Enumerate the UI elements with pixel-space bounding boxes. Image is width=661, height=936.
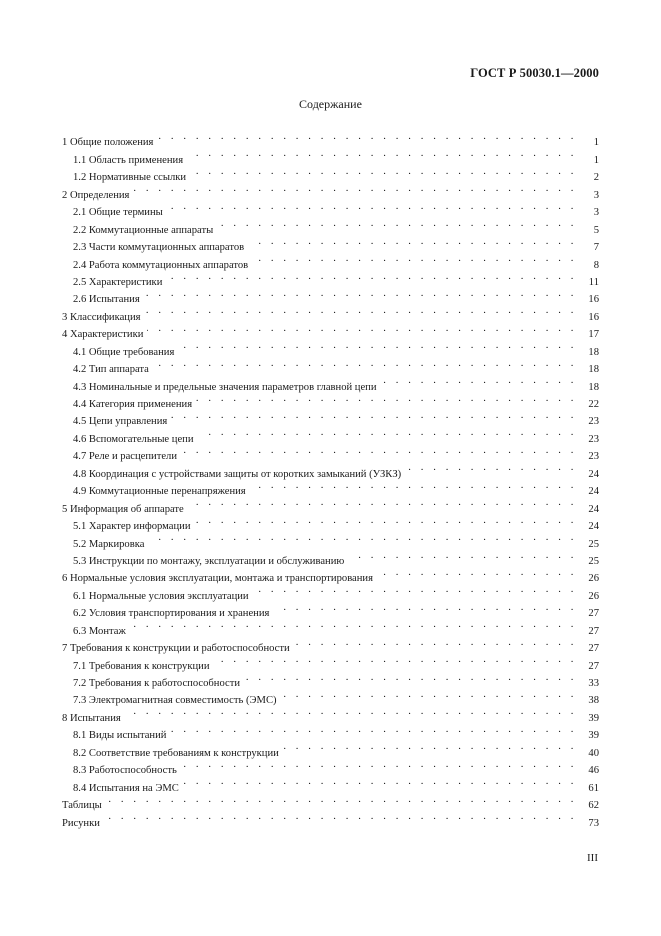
toc-entry-label: 6.2 Условия транспортирования и хранения	[73, 608, 270, 620]
toc-leader-dots	[250, 477, 577, 494]
toc-entry-label: 8.1 Виды испытаний	[73, 730, 167, 742]
toc-leader-dots	[148, 529, 577, 546]
toc-leader-dots	[196, 390, 577, 407]
toc-entry-label: 5.2 Маркировка	[73, 538, 145, 550]
toc-leader-dots	[252, 250, 577, 267]
toc-leader-dots	[130, 616, 577, 633]
toc-leader-dots	[125, 703, 577, 720]
page-number: III	[587, 852, 598, 864]
table-of-contents	[62, 128, 599, 829]
toc-entry-page: 23	[588, 451, 599, 463]
toc-leader-dots	[244, 669, 577, 686]
toc-entry-label: 4.9 Коммутационные перенапряжения	[73, 486, 246, 498]
toc-entry-page: 62	[588, 800, 599, 812]
toc-leader-dots	[377, 564, 577, 581]
toc-entry-page: 23	[588, 416, 599, 428]
toc-entry-label: 7 Требования к конструкции и работоспособности	[62, 643, 290, 655]
toc-entry-label: 5.1 Характер информации	[73, 521, 191, 533]
toc-leader-dots	[253, 581, 577, 598]
toc-entry-page: 73	[588, 817, 599, 829]
toc-entry-page: 25	[588, 555, 599, 567]
toc-entry-page: 8	[593, 259, 599, 271]
toc-entry-label: 4.4 Категория применения	[73, 399, 193, 410]
toc-entry-label: 7.1 Требования к конструкции	[73, 660, 210, 672]
toc-entry-page: 2	[593, 172, 599, 184]
toc-entry	[62, 721, 599, 742]
toc-entry-page: 25	[588, 538, 599, 550]
toc-entry-page: 40	[588, 747, 599, 759]
toc-entry-label: 4.3 Номинальные и предельные значения параметров главной цепи	[73, 381, 377, 393]
toc-leader-dots	[147, 320, 577, 337]
toc-entry	[62, 128, 599, 149]
toc-entry	[62, 634, 599, 655]
toc-leader-dots	[273, 599, 577, 616]
toc-entry-label: 5.3 Инструкции по монтажу, эксплуатации и обслуживанию	[73, 555, 345, 567]
toc-leader-dots	[281, 686, 577, 703]
toc-entry-page: 27	[588, 608, 599, 620]
toc-entry	[62, 791, 599, 812]
toc-title: Содержание	[299, 97, 362, 111]
toc-leader-dots	[217, 215, 577, 232]
toc-entry	[62, 198, 599, 219]
document-header: ГОСТ Р 50030.1—2000	[470, 66, 599, 80]
toc-leader-dots	[283, 738, 577, 755]
toc-entry-label: 4.1 Общие требования	[73, 346, 175, 358]
toc-leader-dots	[348, 547, 577, 564]
toc-entry-label: 6.3 Монтаж	[73, 625, 126, 637]
toc-leader-dots	[190, 163, 577, 180]
toc-entry-page: 39	[588, 730, 599, 742]
toc-leader-dots	[170, 721, 577, 738]
toc-entry	[62, 703, 599, 724]
toc-entry-page: 3	[593, 189, 599, 201]
toc-entry	[62, 180, 599, 201]
toc-entry-label: 2 Определения	[62, 189, 130, 201]
toc-entry-label: 4 Характеристики	[62, 329, 144, 341]
toc-entry-page: 5	[593, 224, 599, 236]
toc-leader-dots	[181, 756, 577, 773]
toc-entry-label: 1.2 Нормативные ссылки	[73, 172, 187, 184]
toc-entry-label: 3 Классификация	[62, 311, 141, 323]
toc-leader-dots	[195, 512, 577, 529]
toc-entry-page: 18	[588, 346, 599, 358]
toc-entry-page: 22	[588, 399, 599, 410]
toc-entry-page: 26	[588, 590, 599, 602]
toc-entry-page: 3	[593, 207, 599, 219]
toc-leader-dots	[181, 442, 577, 459]
toc-leader-dots	[198, 424, 578, 441]
toc-leader-dots	[144, 285, 577, 302]
toc-leader-dots	[187, 145, 577, 162]
toc-leader-dots	[248, 233, 577, 250]
toc-entry-label: 2.4 Работа коммутационных аппаратов	[73, 259, 249, 271]
toc-entry-label: 2.2 Коммутационные аппараты	[73, 224, 214, 236]
toc-leader-dots	[188, 494, 577, 511]
toc-entry-label: 4.5 Цепи управления	[73, 416, 168, 428]
toc-entry-label: 7.3 Электромагнитная совместимость (ЭМС)	[73, 695, 277, 707]
toc-entry-page: 16	[588, 311, 599, 323]
toc-entry-page: 27	[588, 660, 599, 672]
toc-entry	[62, 616, 599, 637]
toc-leader-dots	[133, 180, 577, 197]
toc-leader-dots	[104, 808, 577, 825]
toc-entry-page: 18	[588, 364, 599, 376]
toc-leader-dots	[106, 791, 577, 808]
toc-entry-label: 2.1 Общие термины	[73, 207, 163, 219]
toc-entry-label: 4.8 Координация с устройствами защиты от коротких замыканий (УЗКЗ)	[73, 468, 402, 480]
toc-entry-page: 38	[588, 695, 599, 707]
toc-entry-page: 39	[588, 712, 599, 724]
toc-entry-page: 17	[588, 329, 599, 341]
toc-entry-page: 18	[588, 381, 599, 393]
toc-leader-dots	[381, 372, 577, 389]
toc-entry-label: 6.1 Нормальные условия эксплуатации	[73, 590, 249, 602]
toc-entry-label: 2.5 Характеристики	[73, 276, 163, 288]
toc-entry-page: 1	[593, 154, 599, 166]
toc-entry-label: 8.4 Испытания на ЭМС	[73, 782, 179, 794]
toc-entry-page: 1	[593, 137, 599, 149]
toc-entry-page: 27	[588, 625, 599, 637]
toc-leader-dots	[153, 355, 577, 372]
toc-entry-page: 23	[588, 433, 599, 445]
toc-entry-label: 2.6 Испытания	[73, 294, 140, 306]
toc-entry-page: 24	[588, 503, 599, 515]
toc-entry-label: 8.3 Работоспособность	[73, 765, 177, 777]
toc-entry-page: 26	[588, 573, 599, 585]
toc-entry-label: Рисунки	[62, 817, 100, 829]
toc-entry-page: 24	[588, 521, 599, 533]
toc-entry-label: 5 Информация об аппарате	[62, 503, 184, 515]
toc-entry-page: 33	[588, 678, 599, 689]
toc-entry	[62, 320, 599, 341]
toc-entry-page: 27	[588, 643, 599, 655]
toc-entry-page: 11	[588, 276, 599, 288]
toc-leader-dots	[178, 337, 577, 354]
toc-leader-dots	[145, 302, 577, 319]
toc-entry-label: 4.2 Тип аппарата	[73, 364, 149, 376]
toc-entry-label: Таблицы	[62, 800, 102, 812]
toc-entry-label: 7.2 Требования к работоспособности	[73, 678, 241, 689]
toc-entry-page: 46	[588, 765, 599, 777]
toc-leader-dots	[167, 198, 577, 215]
toc-leader-dots	[294, 634, 577, 651]
toc-entry-page: 24	[588, 468, 599, 480]
toc-entry-label: 4.6 Вспомогательные цепи	[73, 433, 194, 445]
toc-entry-label: 1 Общие положения	[62, 137, 154, 149]
toc-entry-label: 8.2 Соответствие требованиям к конструкции	[73, 747, 279, 759]
toc-leader-dots	[183, 773, 577, 790]
toc-leader-dots	[157, 128, 577, 145]
toc-leader-dots	[171, 407, 577, 424]
toc-entry	[62, 302, 599, 323]
toc-leader-dots	[166, 268, 577, 285]
toc-entry-page: 7	[593, 242, 599, 254]
toc-leader-dots	[405, 459, 577, 476]
toc-entry-label: 6 Нормальные условия эксплуатации, монтажа и транспортирования	[62, 573, 373, 585]
toc-entry-label: 1.1 Область применения	[73, 154, 184, 166]
toc-entry-label: 4.7 Реле и расцепители	[73, 451, 177, 463]
toc-leader-dots	[214, 651, 577, 668]
toc-entry-page: 24	[588, 486, 599, 498]
toc-entry	[62, 808, 599, 829]
toc-entry-label: 2.3 Части коммутационных аппаратов	[73, 242, 245, 254]
toc-entry-label: 8 Испытания	[62, 712, 121, 724]
toc-entry-page: 61	[588, 782, 599, 794]
toc-entry-page: 16	[588, 294, 599, 306]
